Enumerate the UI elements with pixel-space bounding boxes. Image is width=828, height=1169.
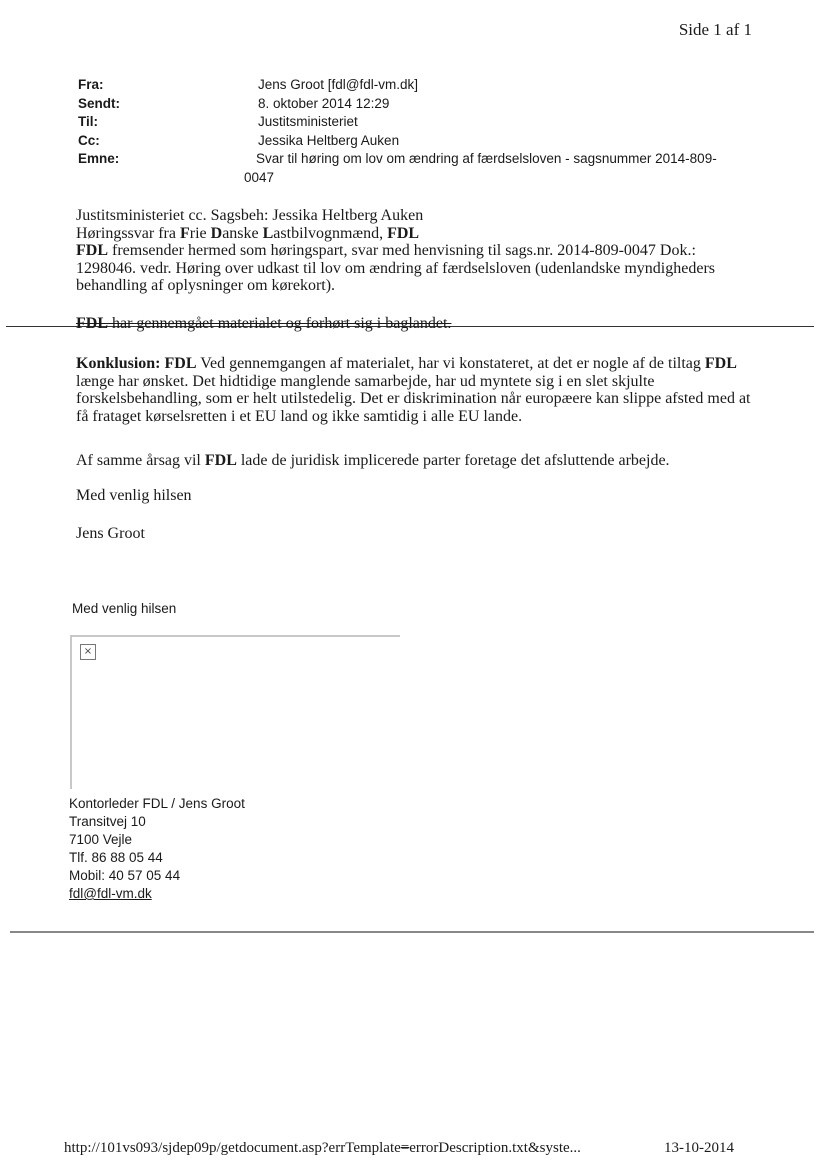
- intro-paragraph-text: fremsender hermed som høringspart, svar med henvisning til sags.nr. 2014-809-0047 Dok.: 1298046. vedr. Høring over udkast til lov om ændring af færdselsloven (udenlandske myndigheders behandling af oplysninger om kørekort).: [76, 242, 716, 294]
- footer-url: [64, 1140, 581, 1157]
- paragraph-text: lade de juridisk implicerede parter foretage det afsluttende arbejde.: [236, 452, 670, 469]
- conclusion-text: Ved gennemgangen af materialet, har vi konstateret, at det er nogle af de tiltag: [196, 355, 705, 372]
- page-number-header: Side 1 af 1: [678, 20, 752, 39]
- closing-regards: Med venlig hilsen: [76, 487, 192, 504]
- sent-row: [78, 95, 758, 114]
- intro-text: rie: [189, 224, 211, 242]
- intro-text: anske: [222, 224, 263, 242]
- to-label: Til:: [78, 114, 98, 129]
- contact-mobile: Mobil: 40 57 05 44: [69, 868, 181, 883]
- subject-line-1: Svar til høring om lov om ændring af færdselsloven - sagsnummer 2014-809-: [256, 151, 717, 166]
- cc-label: Cc:: [78, 132, 100, 148]
- subject-value: [244, 150, 756, 187]
- contact-street: Transitvej 10: [69, 814, 146, 829]
- footer-url-part: errorDescription.txt&syste...: [409, 1140, 581, 1156]
- paragraph-text: Af samme årsag vil: [76, 452, 205, 469]
- acronym-letter: F: [179, 224, 190, 242]
- intro-text: astbilvognmænd,: [273, 224, 388, 242]
- subject-row: [78, 150, 758, 187]
- from-row: [78, 76, 758, 95]
- signature-image-frame: [70, 635, 400, 789]
- sent-value: 8. oktober 2014 12:29: [258, 95, 390, 111]
- conclusion-text: længe har ønsket. Det hidtidige manglende samarbejde, har ud myntete sig i en slet skjulte forskelsbehandling, som er helt utilstedelig. Det er diskrimination når europæere kan slippe afsted med at få frataget kørselsretten i et EU land og ikke samtidig i alle EU lande.: [76, 372, 751, 425]
- footer-url-struck: =: [400, 1140, 410, 1156]
- fdl-bold: FDL: [76, 315, 108, 332]
- cc-row: [78, 132, 758, 151]
- sent-label: Sendt:: [78, 95, 120, 111]
- from-value: Jens Groot [fdl@fdl-vm.dk]: [258, 77, 419, 92]
- fdl-bold: FDL: [204, 452, 237, 469]
- fdl-bold: FDL: [76, 242, 108, 259]
- footer-date: 13-10-2014: [664, 1140, 734, 1156]
- contact-block: [69, 795, 245, 903]
- conclusion-label: Konklusion: FDL: [76, 355, 197, 372]
- intro-paragraph: [76, 242, 756, 295]
- fdl-bold: FDL: [704, 355, 737, 372]
- second-paragraph: [76, 452, 756, 470]
- acronym-letter: D: [210, 224, 223, 242]
- cc-value: Jessika Heltberg Auken: [258, 132, 400, 148]
- conclusion-paragraph: [76, 355, 756, 425]
- to-value: Justitsministeriet: [258, 114, 358, 129]
- signature-regards: Med venlig hilsen: [72, 601, 177, 616]
- intro-line-2: [76, 225, 756, 243]
- contact-city: 7100 Vejle: [69, 832, 133, 847]
- from-label: Fra:: [78, 77, 104, 92]
- subject-line-2: 0047: [244, 169, 275, 185]
- subject-label: Emne:: [78, 151, 120, 166]
- contact-phone: Tlf. 86 88 05 44: [69, 850, 163, 865]
- struck-text: har gennemgået materialet og forhørt sig i baglandet.: [108, 315, 452, 332]
- contact-title: Kontorleder FDL / Jens Groot: [69, 796, 245, 811]
- fdl-bold: FDL: [387, 224, 420, 242]
- broken-image-icon: ×: [80, 644, 96, 660]
- sender-name: Jens Groot: [76, 525, 145, 542]
- struck-sentence: [76, 315, 451, 333]
- to-row: [78, 113, 758, 132]
- intro-block: [76, 207, 756, 295]
- email-header: [78, 76, 758, 187]
- footer-url-part: http://101vs093/sjdep09p/getdocument.asp?errTemplate: [64, 1140, 401, 1156]
- intro-line-1: Justitsministeriet cc. Sagsbeh: Jessika Heltberg Auken: [76, 207, 424, 224]
- page-divider: [10, 931, 814, 933]
- contact-email-link[interactable]: fdl@fdl-vm.dk: [69, 886, 152, 901]
- acronym-letter: L: [262, 224, 274, 242]
- intro-text: Høringssvar fra: [76, 224, 180, 242]
